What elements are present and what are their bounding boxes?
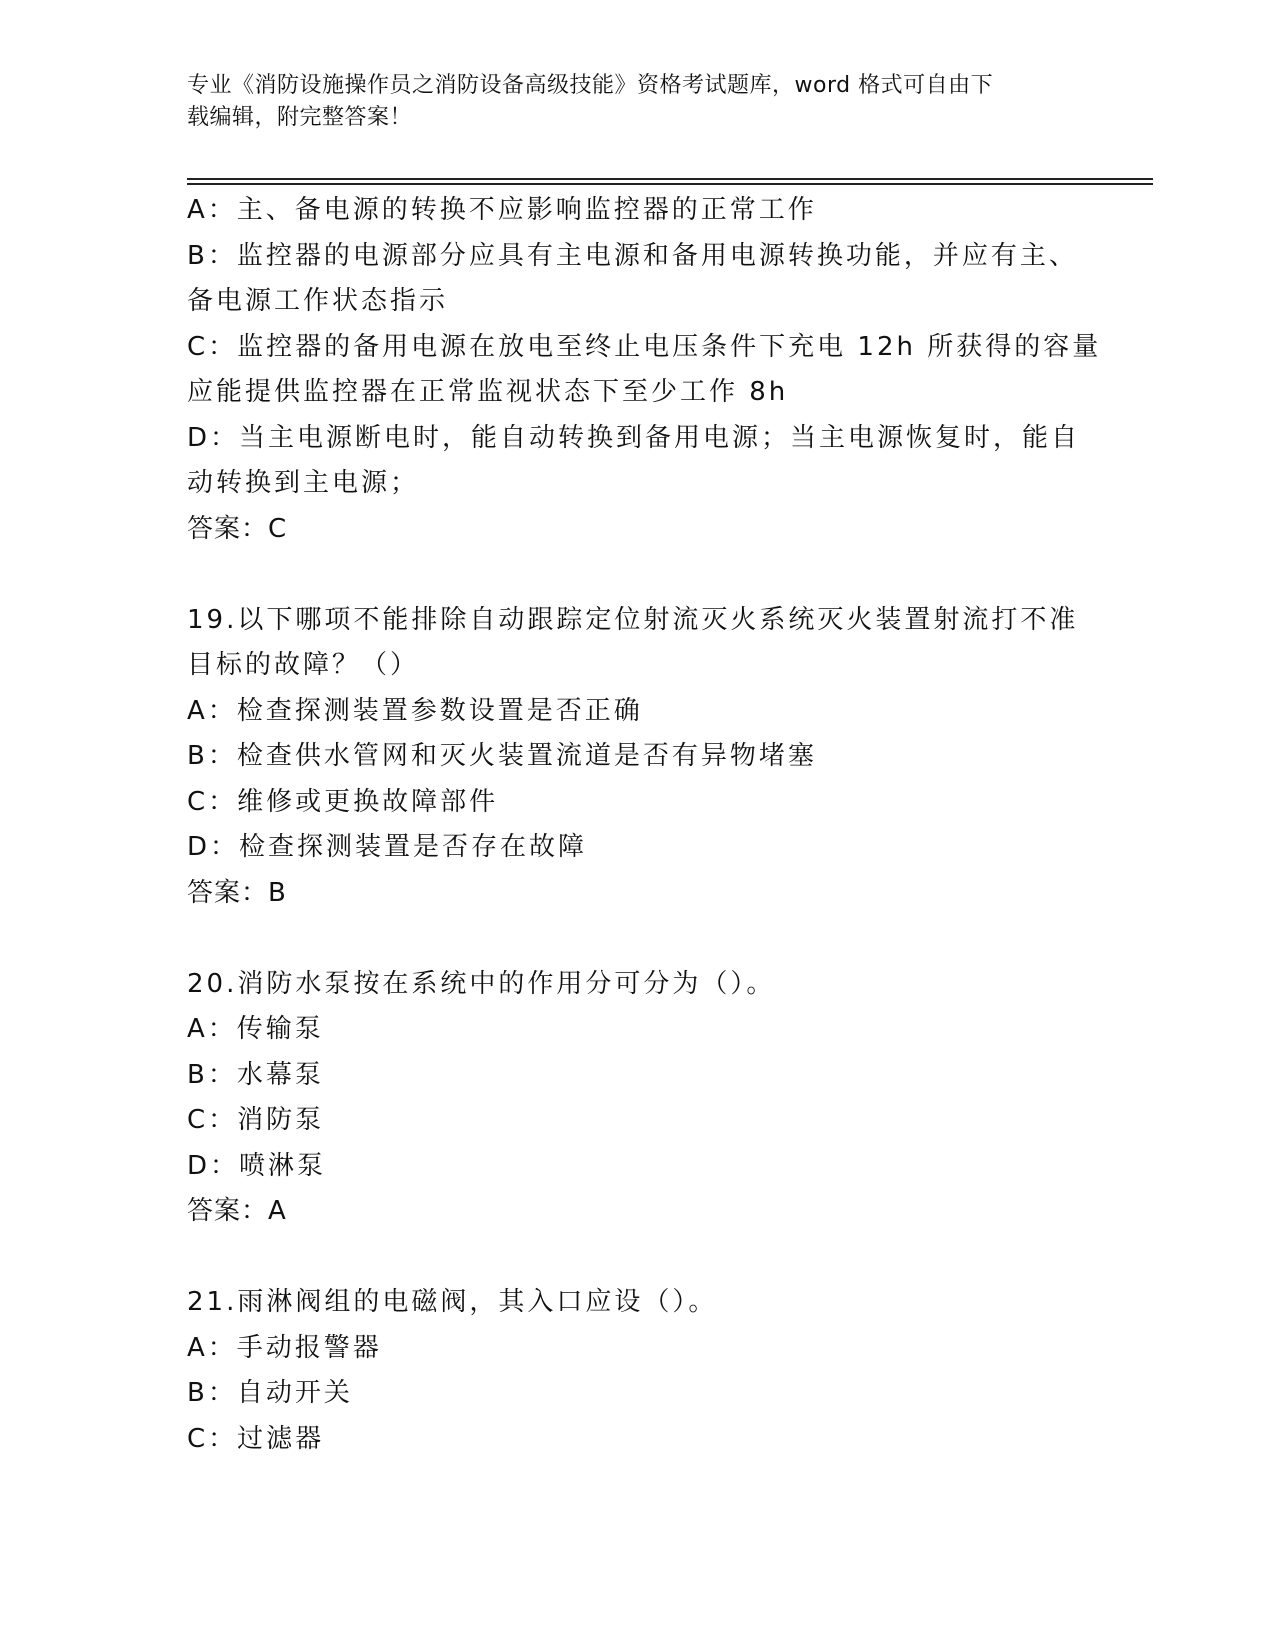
option-c: C：监控器的备用电源在放电至终止电压条件下充电 12h 所获得的容量 [187,331,1102,362]
option-a: A：主、备电源的转换不应影响监控器的正常工作 [187,195,817,225]
option-c: C：过滤器 [187,1423,325,1454]
option-c: C：消防泵 [187,1105,325,1135]
question-stem: 19.以下哪项不能排除自动跟踪定位射流灭火系统灭火装置射流打不准 [187,604,1079,635]
answer-line: 答案：A [187,1196,287,1226]
option-a: A：检查探测装置参数设置是否正确 [187,695,643,726]
question-block-21 [187,1280,1087,1462]
option-d: D：喷淋泵 [187,1150,327,1181]
block-spacer [187,1235,1087,1281]
block-spacer [187,916,1087,962]
option-d: D：检查探测装置是否存在故障 [187,832,588,862]
answer-line: 答案：B [187,877,287,908]
header-divider-bottom [187,183,1153,185]
question-stem-continued: 目标的故障？（） [187,650,420,680]
header-note-line-2: 载编辑，附完整答案！ [187,105,413,130]
option-d: D：当主电源断电时，能自动转换到备用电源；当主电源恢复时，能自 [187,422,1081,453]
question-stem: 21.雨淋阀组的电磁阀，其入口应设（）。 [187,1287,718,1317]
option-b: B：水幕泵 [187,1059,324,1090]
option-a: A：手动报警器 [187,1332,382,1363]
option-a: A：传输泵 [187,1014,324,1044]
document-header-note [187,70,1087,134]
option-b-continued: 备电源工作状态指示 [187,286,449,316]
answer-line: 答案：C [187,513,288,544]
question-block-19 [187,598,1087,917]
option-d-continued: 动转换到主电源； [187,468,420,498]
header-note-line-1: 专业《消防设施操作员之消防设备高级技能》资格考试题库，word 格式可自由下 [187,73,994,98]
header-divider-top [187,178,1153,180]
option-c: C：维修或更换故障部件 [187,786,499,817]
option-b: B：检查供水管网和灭火装置流道是否有异物堵塞 [187,741,817,771]
question-list [187,188,1102,1462]
option-b: B：监控器的电源部分应具有主电源和备用电源转换功能，并应有主、 [187,240,1078,271]
question-block-18 [187,188,1102,552]
block-spacer [187,552,1087,598]
question-stem: 20.消防水泵按在系统中的作用分可分为（）。 [187,968,776,999]
option-b: B：自动开关 [187,1378,353,1408]
question-block-20 [187,962,1087,1235]
option-c-continued: 应能提供监控器在正常监视状态下至少工作 8h [187,377,789,407]
